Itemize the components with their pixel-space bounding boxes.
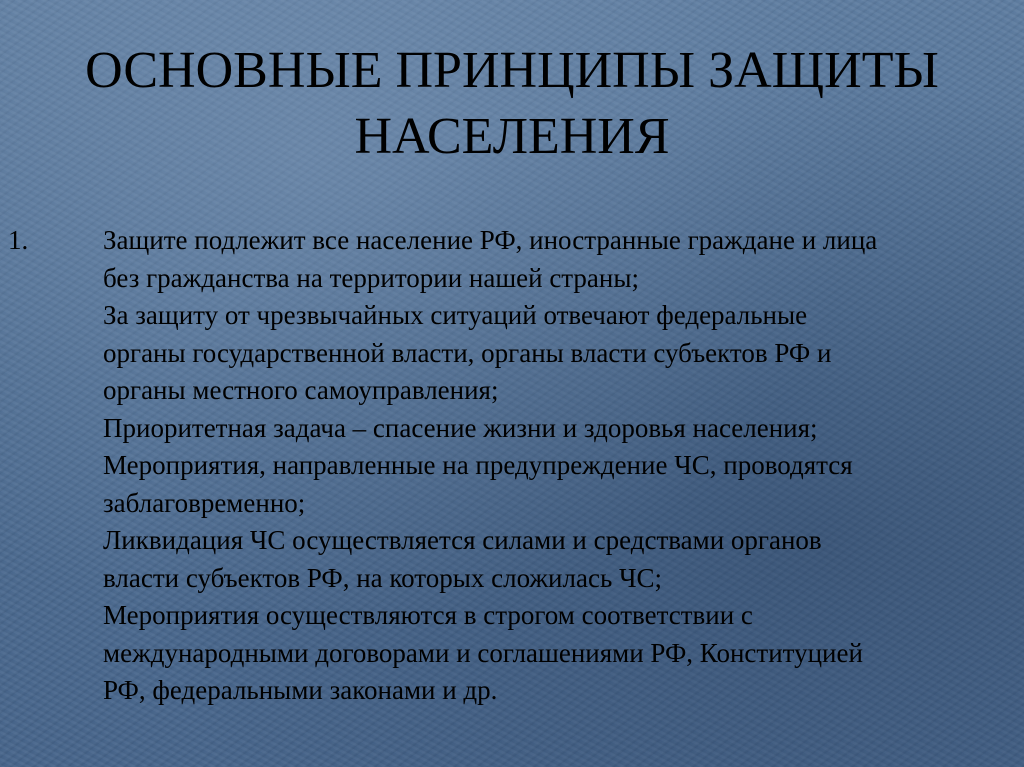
list-item-number: 1. bbox=[8, 225, 29, 255]
text-line: За защиту от чрезвычайных ситуаций отвечают федеральные bbox=[103, 300, 808, 330]
list-item-text bbox=[103, 222, 1008, 710]
text-line: заблаговременно; bbox=[103, 487, 306, 518]
text-line: международными договорами и соглашениями РФ, Конституцией bbox=[103, 637, 863, 668]
slide-title bbox=[40, 38, 984, 170]
text-line: Мероприятия осуществляются в строгом соответствии с bbox=[103, 600, 753, 630]
text-line: Защите подлежит все население РФ, иностранные граждане и лица bbox=[103, 225, 878, 255]
text-line: Ликвидация ЧС осуществляется силами и средствами органов bbox=[103, 525, 822, 555]
text-line: органы государственной власти, органы власти субъектов РФ и bbox=[103, 337, 832, 368]
text-line: без гражданства на территории нашей страны; bbox=[103, 262, 640, 293]
text-line: РФ, федеральными законами и др. bbox=[103, 675, 498, 705]
text-line: органы местного самоуправления; bbox=[103, 375, 499, 405]
text-line: Мероприятия, направленные на предупреждение ЧС, проводятся bbox=[103, 450, 853, 480]
slide-title-line-2: НАСЕЛЕНИЯ bbox=[354, 108, 670, 165]
text-line: власти субъектов РФ, на которых сложилась ЧС; bbox=[103, 562, 663, 593]
slide-title-line-1: ОСНОВНЫЕ ПРИНЦИПЫ ЗАЩИТЫ bbox=[85, 42, 939, 99]
text-line: Приоритетная задача – спасение жизни и здоровья населения; bbox=[103, 412, 818, 443]
